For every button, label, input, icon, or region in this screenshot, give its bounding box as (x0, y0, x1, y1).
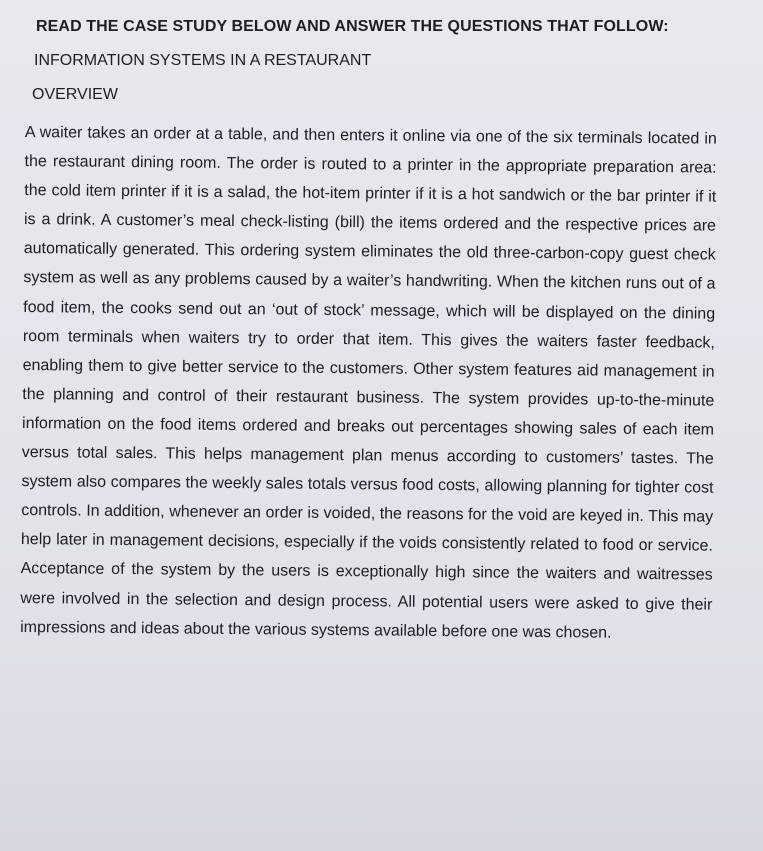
instruction-heading: READ THE CASE STUDY BELOW AND ANSWER THE QUESTIONS THAT FOLLOW: (36, 18, 669, 35)
page-shadow (0, 671, 763, 851)
overview-paragraph: A waiter takes an order at a table, and then enters it online via one of the six terminals located in the restaurant dining room. The order is routed to a printer in the appropriate preparation area: the cold item printer if it is a salad, the hot-item printer if it is a hot sandwich or the bar printer if it is a drink. A customer’s meal check-listing (bill) the items ordered and the respective prices are automatically generated. This ordering system eliminates the old three-carbon-copy guest check system as well as any problems caused by a waiter’s handwriting. When the kitchen runs out of a food item, the cooks send out an ‘out of stock’ message, which will be displayed on the dining room terminals when waiters try to order that item. This gives the waiters faster feedback, enabling them to give better service to the customers. Other system features aid management in the planning and control of their restaurant business. The system provides up-to-the-minute information on the food items ordered and breaks out percentages showing sales of each item versus total sales. This helps management plan menus according to customers’ tastes. The system also compares the weekly sales totals versus food costs, allowing planning for tighter cost controls. In addition, whenever an order is voided, the reasons for the void are keyed in. This may help later in management decisions, especially if the voids consistently related to food or service. Acceptance of the system by the users is exceptionally high since the waiters and waitresses were involved in the selection and design process. All potential users were asked to give their impressions and ideas about the various systems available before one was chosen. (20, 123, 717, 642)
case-study-title: INFORMATION SYSTEMS IN A RESTAURANT (34, 52, 372, 69)
section-title-overview: OVERVIEW (32, 86, 118, 103)
